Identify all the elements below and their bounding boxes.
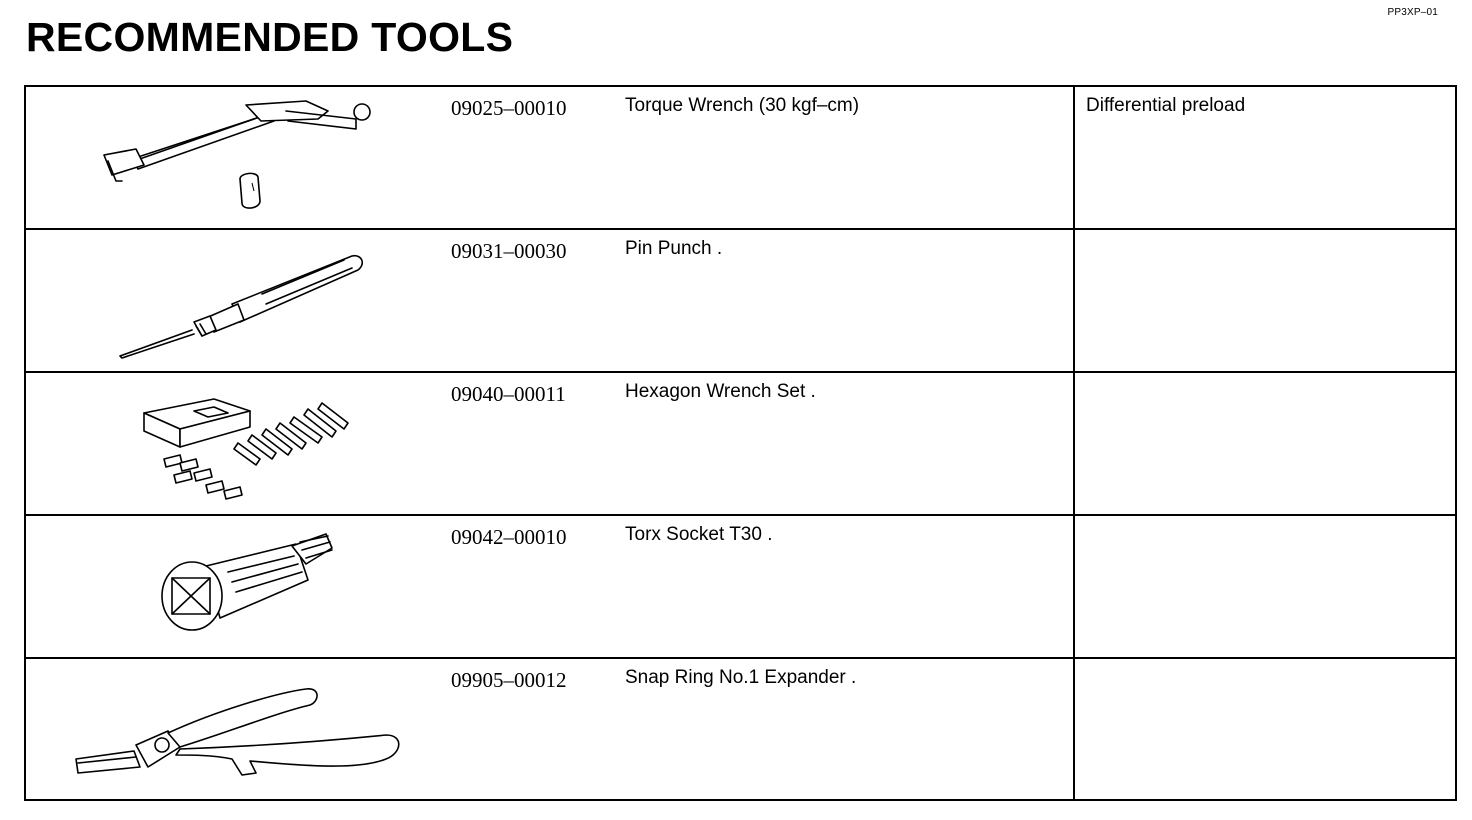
part-number: 09040–00011: [451, 382, 566, 406]
torx-socket-icon: [56, 520, 436, 654]
document-code: PP3XP–01: [1387, 7, 1438, 18]
snap-ring-expander-icon: [56, 663, 436, 797]
part-number: 09905–00012: [451, 668, 567, 692]
tool-name: Snap Ring No.1 Expander .: [625, 667, 857, 688]
page-title: RECOMMENDED TOOLS: [26, 14, 514, 60]
table-row: [26, 230, 1455, 373]
tools-table: [24, 85, 1457, 801]
part-number: 09031–00030: [451, 239, 567, 263]
column-divider: [1073, 516, 1075, 657]
hexagon-wrench-set-icon: [56, 377, 436, 511]
tool-name: Torque Wrench (30 kgf–cm): [625, 95, 860, 116]
tool-name: Hexagon Wrench Set .: [625, 381, 816, 402]
part-number: 09025–00010: [451, 96, 567, 120]
torque-wrench-icon: [56, 91, 436, 225]
tool-name: Pin Punch .: [625, 238, 723, 259]
column-divider: [1073, 659, 1075, 799]
column-divider: [1073, 87, 1075, 228]
table-row: [26, 87, 1455, 230]
tool-name: Torx Socket T30 .: [625, 524, 773, 545]
table-row: [26, 516, 1455, 659]
column-divider: [1073, 373, 1075, 514]
table-row: [26, 659, 1455, 799]
pin-punch-icon: [56, 234, 436, 368]
column-divider: [1073, 230, 1075, 371]
table-row: [26, 373, 1455, 516]
part-number: 09042–00010: [451, 525, 567, 549]
tool-note: Differential preload: [1086, 95, 1246, 116]
